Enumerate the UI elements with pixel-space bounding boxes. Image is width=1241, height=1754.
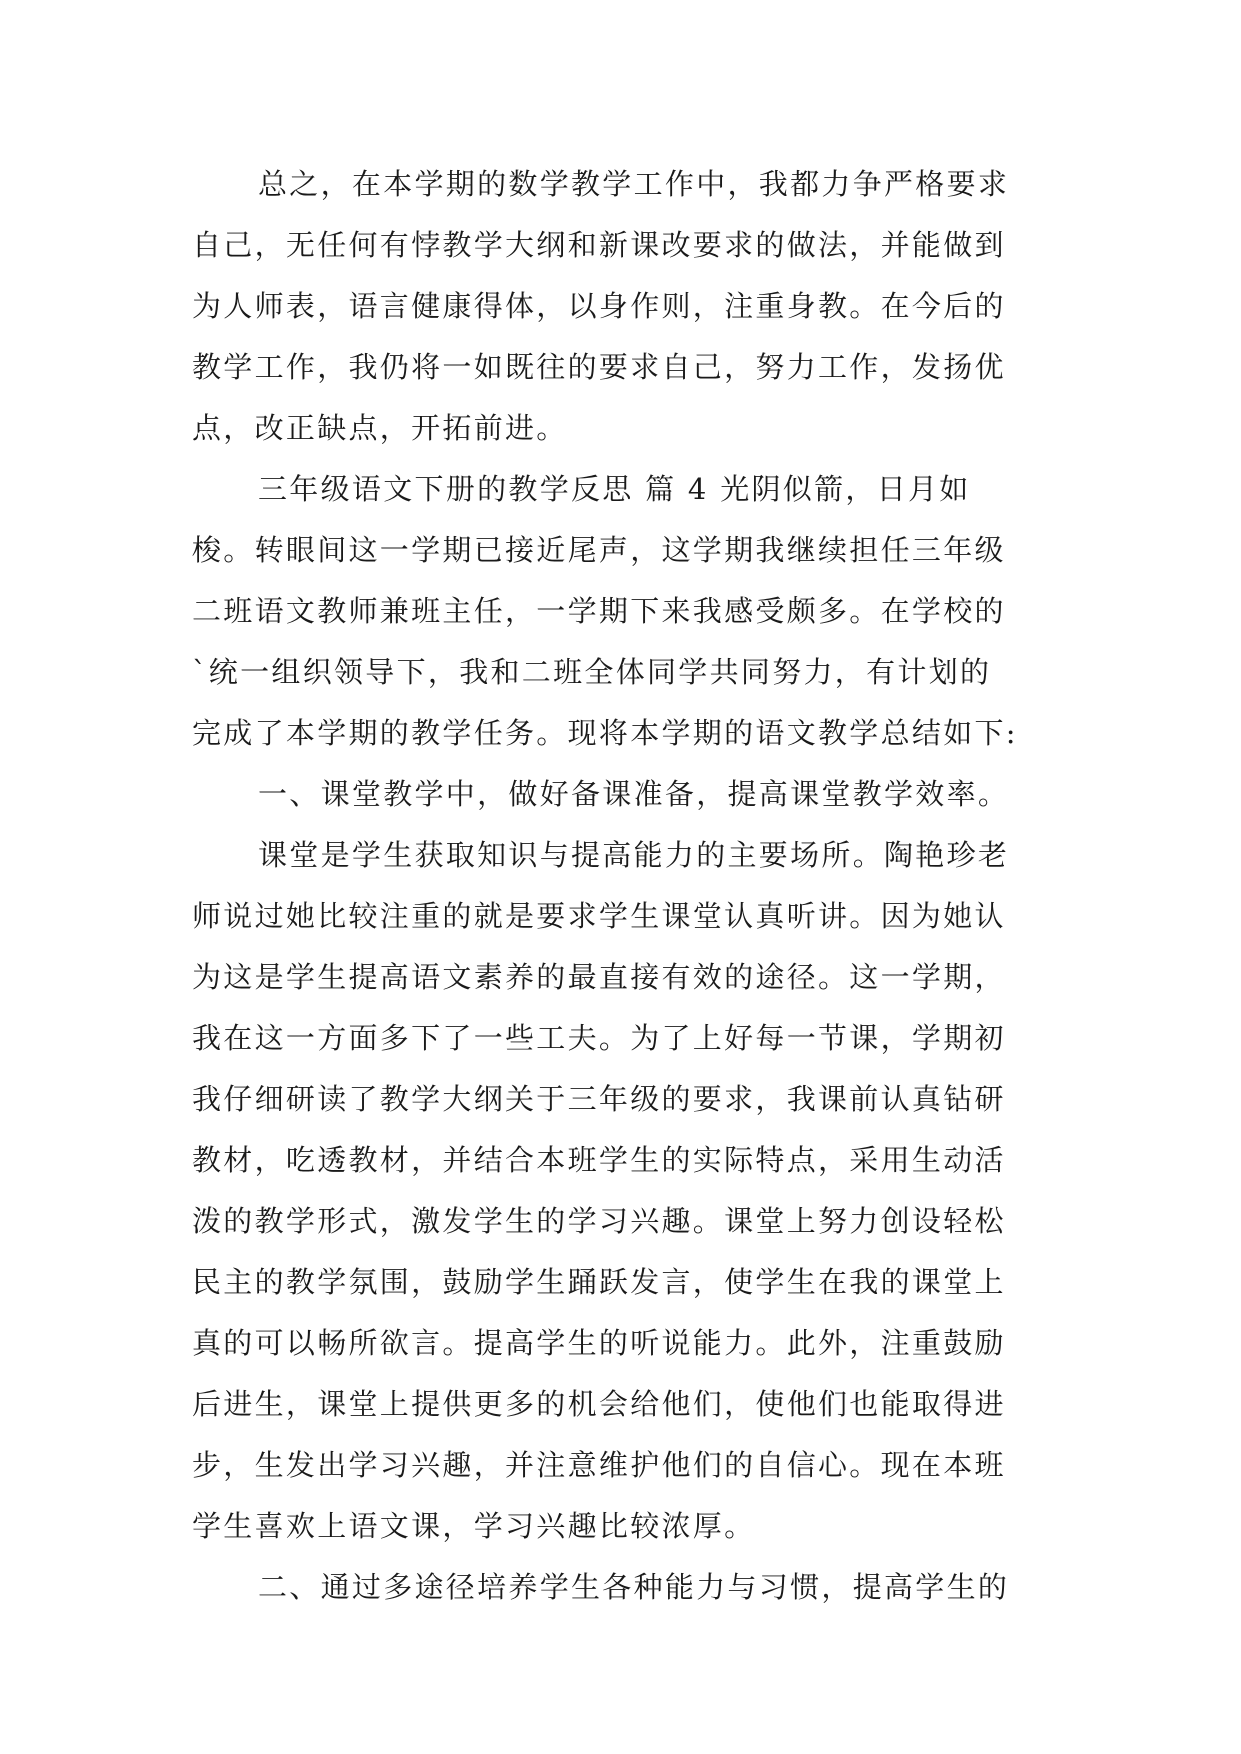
paragraph-line: `统一组织领导下，我和二班全体同学共同努力，有计划的 <box>192 655 992 689</box>
paragraph-line: 为这是学生提高语文素养的最直接有效的途径。这一学期， <box>192 960 1006 994</box>
paragraph-line: 梭。转眼间这一学期已接近尾声，这学期我继续担任三年级 <box>192 533 1006 567</box>
subheading-line: 二、通过多途径培养学生各种能力与习惯，提高学生的 <box>258 1570 1010 1604</box>
paragraph-line: 民主的教学氛围，鼓励学生踊跃发言，使学生在我的课堂上 <box>192 1265 1006 1299</box>
paragraph-line: 步，生发出学习兴趣，并注意维护他们的自信心。现在本班 <box>192 1448 1006 1482</box>
section-heading-line: 三年级语文下册的教学反思 篇 4 光阴似箭，日月如 <box>258 472 971 506</box>
paragraph-line: 点，改正缺点，开拓前进。 <box>192 411 568 445</box>
paragraph-line: 真的可以畅所欲言。提高学生的听说能力。此外，注重鼓励 <box>192 1326 1006 1360</box>
paragraph-line: 二班语文教师兼班主任，一学期下来我感受颇多。在学校的 <box>192 594 1006 628</box>
paragraph-line: 后进生，课堂上提供更多的机会给他们，使他们也能取得进 <box>192 1387 1006 1421</box>
paragraph-line: 我仔细研读了教学大纲关于三年级的要求，我课前认真钻研 <box>192 1082 1006 1116</box>
paragraph-line: 泼的教学形式，激发学生的学习兴趣。课堂上努力创设轻松 <box>192 1204 1006 1238</box>
paragraph-line: 为人师表，语言健康得体，以身作则，注重身教。在今后的 <box>192 289 1006 323</box>
paragraph-line: 自己，无任何有悖教学大纲和新课改要求的做法，并能做到 <box>192 228 1006 262</box>
paragraph-line: 师说过她比较注重的就是要求学生课堂认真听讲。因为她认 <box>192 899 1006 933</box>
paragraph-line: 完成了本学期的教学任务。现将本学期的语文教学总结如下: <box>192 716 1018 750</box>
paragraph-line: 总之，在本学期的数学教学工作中，我都力争严格要求 <box>258 167 1010 201</box>
paragraph-line: 教学工作，我仍将一如既往的要求自己，努力工作，发扬优 <box>192 350 1006 384</box>
paragraph-line: 学生喜欢上语文课，学习兴趣比较浓厚。 <box>192 1509 756 1543</box>
paragraph-line: 教材，吃透教材，并结合本班学生的实际特点，采用生动活 <box>192 1143 1006 1177</box>
paragraph-line: 课堂是学生获取知识与提高能力的主要场所。陶艳珍老 <box>258 838 1010 872</box>
paragraph-line: 我在这一方面多下了一些工夫。为了上好每一节课，学期初 <box>192 1021 1006 1055</box>
subheading-line: 一、课堂教学中，做好备课准备，提高课堂教学效率。 <box>258 777 1010 811</box>
